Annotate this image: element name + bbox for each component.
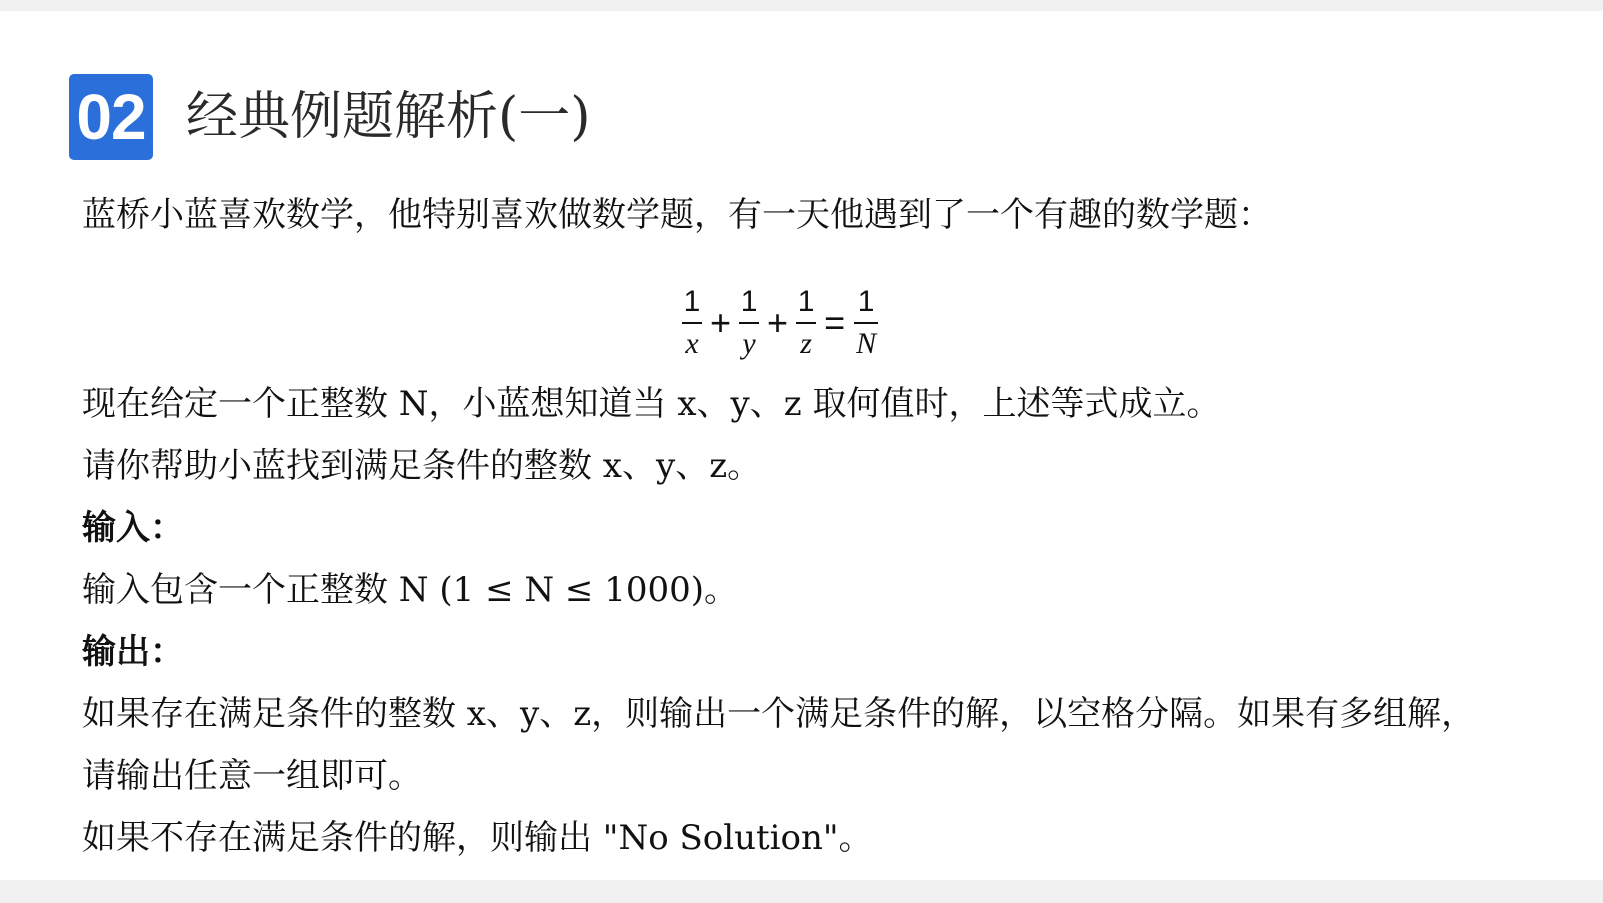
fraction-bar <box>854 322 878 324</box>
statement-line-2: 请你帮助小蓝找到满足条件的整数 x、y、z。 <box>82 446 762 486</box>
input-heading: 输入： <box>82 508 184 548</box>
input-text: 输入包含一个正整数 N (1 ≤ N ≤ 1000)。 <box>82 570 739 610</box>
fraction-1-over-z <box>795 285 817 361</box>
output-text-1: 如果存在满足条件的整数 x、y、z，则输出一个满足条件的解，以空格分隔。如果有多组解， <box>82 694 1476 734</box>
denominator: x <box>685 327 699 360</box>
equation <box>678 283 883 363</box>
bottom-strip <box>0 880 1603 903</box>
fraction-1-over-n <box>852 285 880 361</box>
numerator: 1 <box>740 285 758 318</box>
section-number-badge: 02 <box>69 74 153 160</box>
intro-text: 蓝桥小蓝喜欢数学，他特别喜欢做数学题，有一天他遇到了一个有趣的数学题： <box>82 195 1272 235</box>
plus-sign: + <box>710 302 732 343</box>
denominator: z <box>800 327 812 360</box>
equals-sign: = <box>824 302 846 343</box>
statement-line-1: 现在给定一个正整数 N，小蓝想知道当 x、y、z 取何值时，上述等式成立。 <box>82 384 1221 424</box>
output-text-3: 如果不存在满足条件的解，则输出 "No Solution"。 <box>82 818 873 858</box>
section-title: 经典例题解析(一) <box>186 87 591 147</box>
denominator: y <box>742 327 756 360</box>
fraction-bar <box>682 322 702 324</box>
fraction-1-over-x <box>681 285 703 361</box>
output-text-2: 请输出任意一组即可。 <box>82 756 422 796</box>
denominator: N <box>856 327 877 360</box>
fraction-bar <box>739 322 759 324</box>
fraction-bar <box>796 322 816 324</box>
output-heading: 输出： <box>82 632 184 672</box>
top-strip <box>0 0 1603 11</box>
fraction-1-over-y <box>738 285 760 361</box>
numerator: 1 <box>683 285 701 318</box>
plus-sign: + <box>767 302 789 343</box>
numerator: 1 <box>857 285 875 318</box>
numerator: 1 <box>797 285 815 318</box>
